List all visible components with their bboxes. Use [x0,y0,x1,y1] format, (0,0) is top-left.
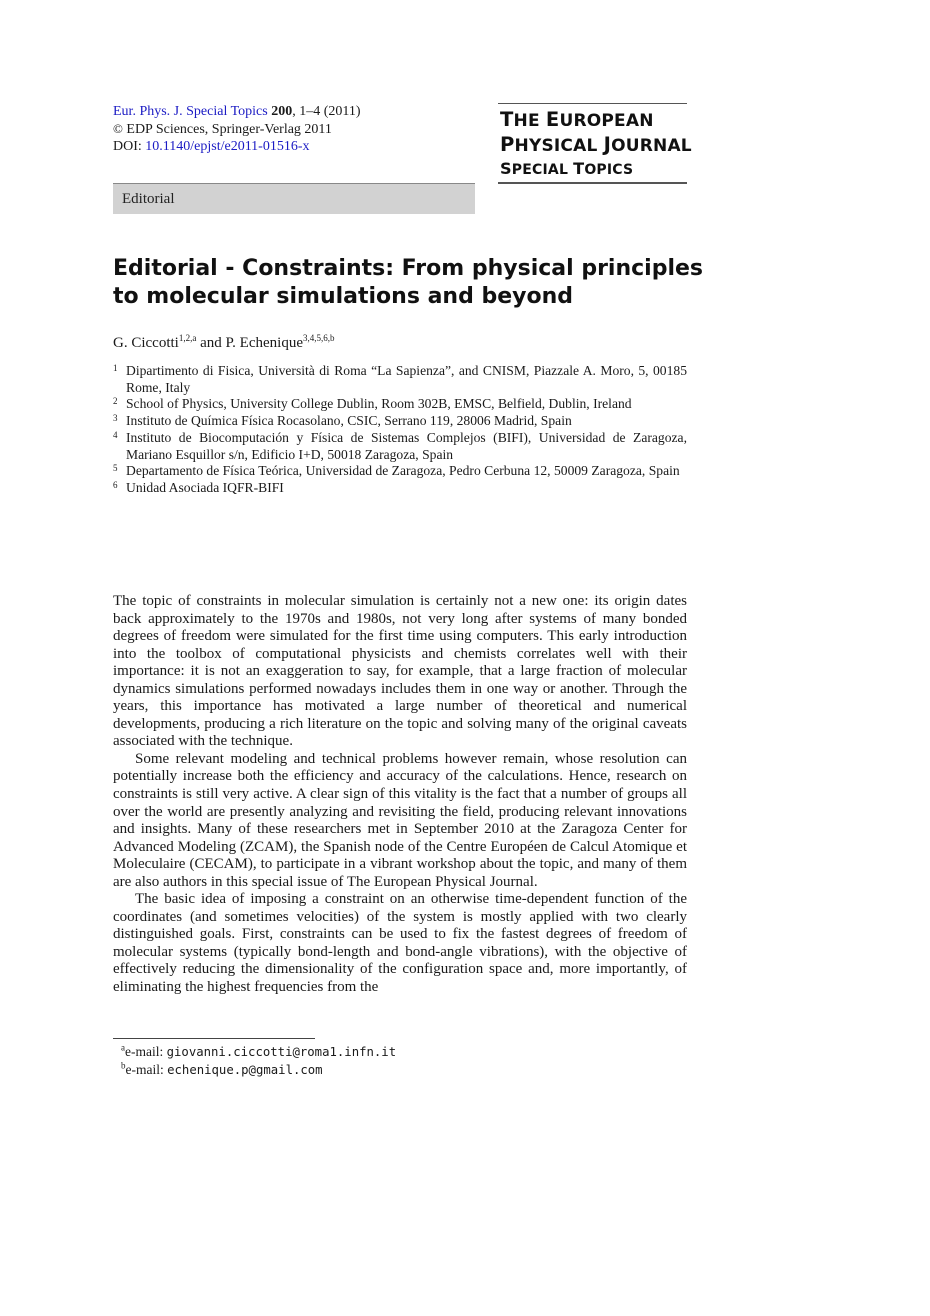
paragraph-2: Some relevant modeling and technical problems however remain, whose resolution can potentially increase both the efficiency and accuracy of the calculations. Hence, research on constraints is still very active. A clear sign of this vitality is the fact that a number of groups all over the world are presently analyzing and revisiting the field, producing relevant innovations and insights. Many of these researchers met in September 2010 at the Zaragoza Center for Advanced Modeling (ZCAM), the Spanish node of the Centre Européen de Calcul Atomique et Moleculaire (CECAM), to participate in a vibrant workshop about the topic, and many of them are also authors in this special issue of The European Physical Journal. [113,750,687,890]
journal-link[interactable]: Eur. Phys. J. Special Topics [113,104,268,119]
affiliation-item: 5 Departamento de Física Teórica, Universidad de Zaragoza, Pedro Cerbuna 12, 50009 Zaragoza, Spain [113,463,680,479]
author-1: G. Ciccotti [113,335,179,351]
paragraph-3: The basic idea of imposing a constraint on an otherwise time-dependent function of the coordinates (and sometimes velocities) of the system is mostly applied with two clearly distinguished goals. First, constraints can be used to fix the fastest degrees of freedom of molecular systems (typically bond-length and bond-angle vibrations), with the objective of effectively reducing the dimensionality of the configuration space and, more importantly, of eliminating the highest frequencies from the [113,891,687,996]
email-echenique[interactable]: echenique.p@gmail.com [167,1063,323,1077]
author-conjunction: and [196,335,226,351]
journal-logo-line-1: THE EUROPEAN [500,108,654,131]
author-line [113,335,334,352]
journal-logo-line-3: SPECIAL TOPICS [500,159,634,178]
section-label: Editorial [113,183,475,214]
doi-link[interactable]: 10.1140/epjst/e2011-01516-x [145,139,310,154]
citation-line-2 [113,120,361,138]
author-1-affil: 1,2,a [178,333,197,343]
journal-logo [498,103,692,184]
affiliation-item: 2 School of Physics, University College Dublin, Room 302B, EMSC, Belfield, Dublin, Ireland [113,396,632,412]
affiliation-item: 3 Instituto de Química Física Rocasolano, CSIC, Serrano 119, 28006 Madrid, Spain [113,413,572,429]
footnotes [121,1043,396,1079]
footnote-a: $^a$e-mail: giovanni.ciccotti@roma1.infn.it [121,1042,397,1059]
publisher: EDP Sciences, Springer-Verlag 2011 [122,122,332,137]
author-2: P. Echenique [225,335,303,351]
affiliation-item: 6 Unidad Asociada IQFR-BIFI [113,479,284,495]
affiliation-item: 1 Dipartimento di Fisica, Università di Roma “La Sapienza”, and CNISM, Piazzale A. Moro, 5, 00185 Rome, Italy [113,363,687,395]
affiliation-item: 4 Instituto de Biocomputación y Física de Sistemas Complejos (BIFI), Universidad de Zaragoza, Mariano Esquillor s/n, Edificio I+D, 50018 Zaragoza, Spain [113,429,687,462]
paragraph-1: The topic of constraints in molecular simulation is certainly not a new one: its origin dates back approximately to the 1970s and 1980s, not very long after systems of many bonded degrees of freedom were simulated for the first time using computers. This early introduction into the toolbox of computational physicists and chemists correlates well with their importance: it is not an exaggeration to say, for example, that a large fraction of molecular dynamics simulations performed nowadays includes them in one way or another. Through the years, this importance has motivated a large number of theoretical and numerical developments, producing a rich literature on the topic and solving many of the original caveats associated with the technique. [113,593,687,750]
citation-line-3 [113,138,361,155]
body-text [113,593,687,997]
pages-year: , 1–4 (2011) [292,104,361,119]
journal-logo-line-2: PHYSICAL JOURNAL [500,133,692,156]
email-ciccotti[interactable]: giovanni.ciccotti@roma1.infn.it [166,1045,397,1059]
author-2-affil: 3,4,5,6,b [302,333,335,343]
doi-label: DOI: [113,139,146,154]
citation-line-1 [113,103,361,120]
volume: 200 [271,104,293,119]
footnote-b: $^b$e-mail: echenique.p@gmail.com [121,1060,323,1077]
affiliation-list [113,363,687,497]
copyright-icon: © [113,121,123,136]
footnote-rule [113,1038,315,1039]
paper-title: Editorial - Constraints: From physical principles to molecular simulations and beyond [113,256,704,309]
citation-block [113,103,361,155]
